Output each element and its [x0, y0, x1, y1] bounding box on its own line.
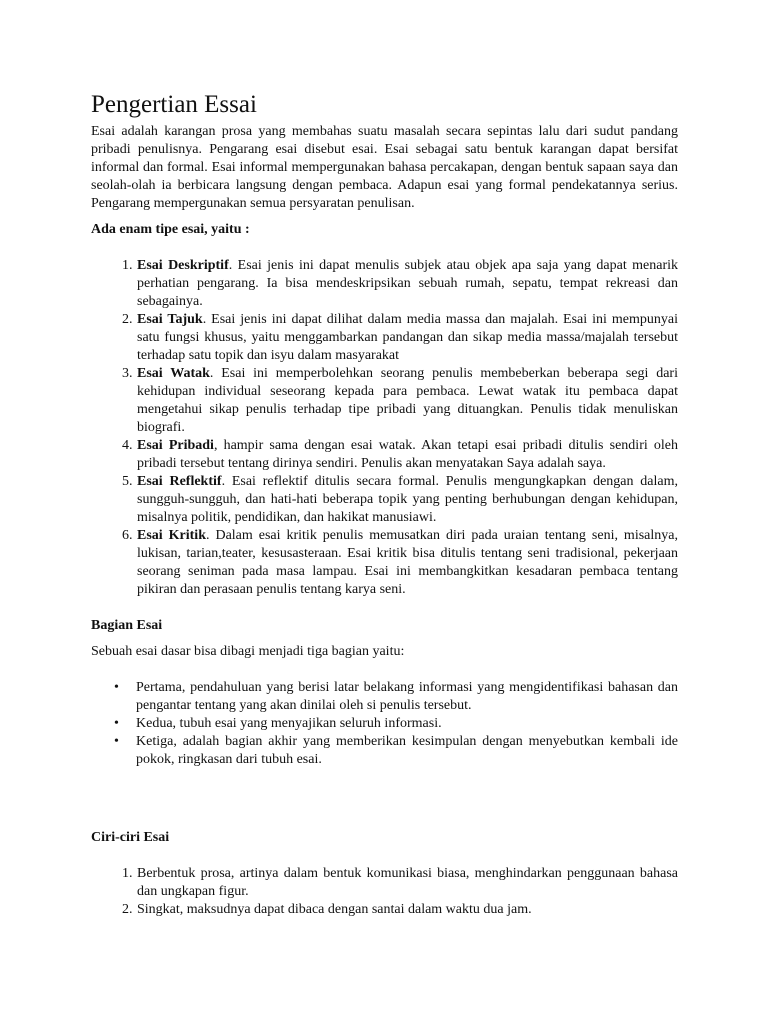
list-item-text: . Dalam esai kritik penulis memusatkan diri pada uraian tentang seni, misalnya, lukisan, tarian,teater, kesusasteraan. Esai kritik bisa ditulis tentang seni tradisional, pekerjaan seorang seniman pada masa lampau. Esai ini membangkitkan kesadaran pembaca tentang pikiran dan perasaan penulis tentang karya seni.	[137, 528, 678, 597]
list-item-text: . Esai jenis ini dapat dilihat dalam media massa dan majalah. Esai ini mempunyai satu fungsi khusus, yaitu menggambarkan pandangan dan sikap media massa/majalah tersebut terhadap satu topik dan isyu dalam masyarakat	[137, 312, 679, 363]
list-item	[114, 715, 678, 733]
list-item	[114, 679, 678, 715]
list-item	[114, 733, 678, 769]
list-item-term: Esai Reflektif	[137, 474, 222, 489]
list-item-term: Esai Tajuk	[137, 312, 203, 327]
types-list	[91, 257, 678, 599]
document-page	[91, 90, 678, 919]
list-item-text: Pertama, pendahuluan yang berisi latar belakang informasi yang mengidentifikasi bahasan dan pengantar tentang yang akan dinilai oleh si penulis tersebut.	[136, 680, 678, 713]
list-item	[136, 365, 678, 437]
list-item-text: , hampir sama dengan esai watak. Akan tetapi esai pribadi ditulis sendiri oleh pribadi tersebut tentang dirinya sendiri. Penulis akan menyatakan Saya adalah saya.	[137, 438, 678, 471]
list-item-text: . Esai ini memperbolehkan seorang penulis membeberkan beberapa segi dari kehidupan individual seseorang kepada para pembaca. Lewat watak itu pembaca dapat mengetahui sikap penulis terhadap tipe pribadi yang dituangkan. Penulis tidak menuliskan biografi.	[137, 366, 678, 435]
bullet-icon: •	[114, 734, 119, 749]
page-title: Pengertian Essai	[91, 91, 257, 118]
list-item-term: Esai Deskriptif	[137, 258, 229, 273]
ciri-list	[91, 865, 678, 919]
list-item: 1. Berbentuk prosa, artinya dalam bentuk komunikasi biasa, menghindarkan penggunaan bahasa dan ungkapan figur.	[136, 865, 678, 901]
bullet-icon: •	[114, 680, 119, 695]
bullet-icon: •	[114, 716, 119, 731]
parts-intro: Sebuah esai dasar bisa dibagi menjadi tiga bagian yaitu:	[91, 644, 405, 659]
list-item-term: Esai Kritik	[137, 528, 206, 543]
intro-paragraph: Esai adalah karangan prosa yang membahas suatu masalah secara sepintas lalu dari sudut pandang pribadi penulisnya. Pengarang esai disebut esai. Esai sebagai satu bentuk karangan dapat bersifat informal dan formal. Esai informal mempergunakan bahasa percakapan, dengan bentuk sapaan saya dan seolah-olah ia berbicara langsung dengan pembaca. Adapun esai yang formal pendekatannya serius. Pengarang mempergunakan semua persyaratan penulisan.	[91, 124, 678, 211]
types-heading: Ada enam tipe esai, yaitu :	[91, 222, 250, 237]
list-item	[136, 311, 678, 365]
list-item	[136, 257, 678, 311]
list-item-text: . Esai jenis ini dapat menulis subjek atau objek apa saja yang dapat menarik perhatian pengarang. Ia bisa mendeskripsikan sebuah rumah, sepatu, tempat rekreasi dan sebagainya.	[137, 258, 678, 309]
list-item-term: Esai Pribadi	[137, 438, 214, 453]
list-item-text: Kedua, tubuh esai yang menyajikan seluruh informasi.	[136, 716, 442, 731]
list-item-text: Ketiga, adalah bagian akhir yang memberikan kesimpulan dengan menyebutkan kembali ide pokok, ringkasan dari tubuh esai.	[136, 734, 678, 767]
list-item	[136, 437, 678, 473]
list-item-term: Esai Watak	[137, 366, 210, 381]
ciri-heading: Ciri-ciri Esai	[91, 830, 170, 845]
list-item	[136, 473, 678, 527]
parts-list	[91, 679, 678, 769]
list-item: 2. Singkat, maksudnya dapat dibaca dengan santai dalam waktu dua jam.	[136, 901, 678, 919]
list-item	[136, 527, 678, 599]
parts-heading: Bagian Esai	[91, 618, 163, 633]
list-item-text: . Esai reflektif ditulis secara formal. Penulis mengungkapkan dengan dalam, sungguh-sungguh, dan hati-hati beberapa topik yang penting berhubungan dengan kehidupan, misalnya politik, pendidikan, dan hakikat manusiawi.	[137, 474, 679, 525]
